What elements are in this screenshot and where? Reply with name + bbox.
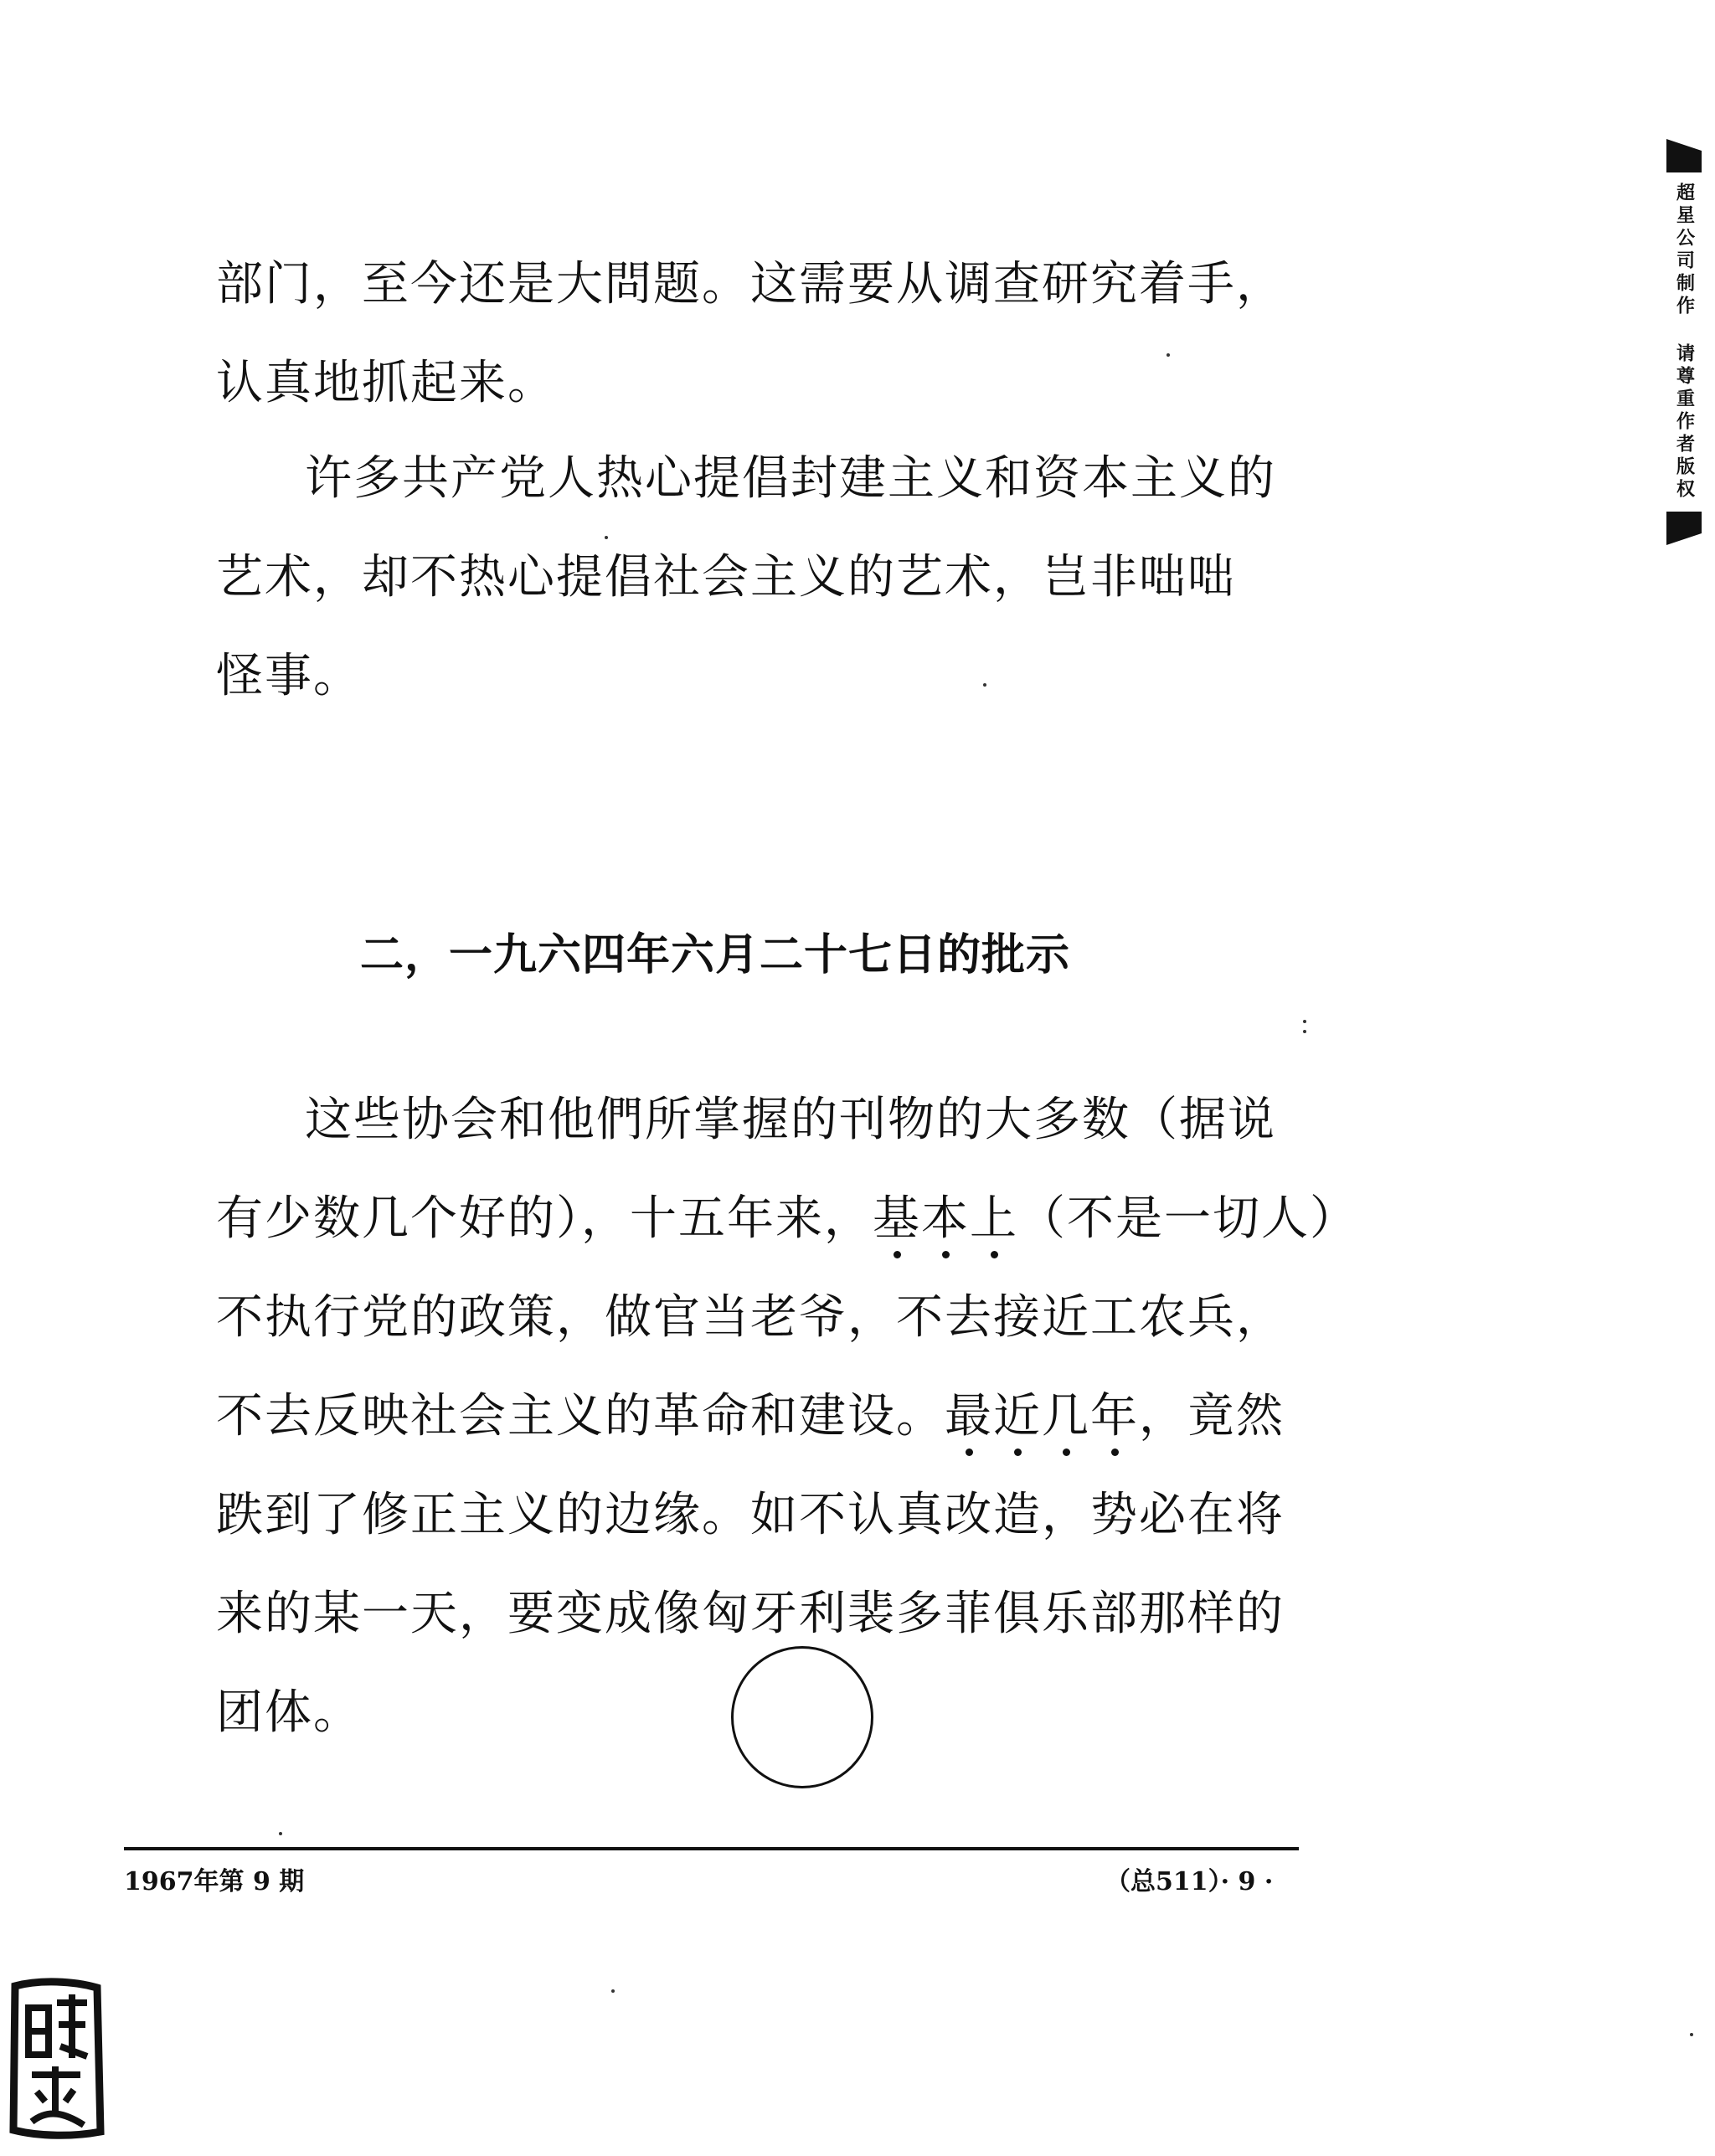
label-bar-bottom [1666,512,1702,545]
scan-speck [1690,2033,1693,2036]
circle-mark [731,1646,873,1788]
paragraph-line [216,1389,1285,1492]
scan-speck [605,536,608,539]
seal-stamp-icon [7,1974,106,2142]
paragraph-1 [216,257,1285,459]
text-segment: 有少数几个好的），十五年来， [216,1191,873,1246]
emphasis-dots [873,1251,1018,1258]
text-segment: 不去反映社会主义的革命和建设。 [216,1389,945,1443]
paragraph-line: 怪事。 [216,649,362,703]
emphasis-dots [945,1448,1139,1456]
scan-speck [1303,1020,1306,1023]
issue-label: 1967年第 9 期 [124,1867,305,1896]
paragraph-line: 这些协会和他們所掌握的刊物的大多数（据说 [305,1093,1276,1147]
scan-speck [279,1832,282,1835]
page-number: （总511）· 9 · [1105,1867,1274,1896]
paragraph-line: 认真地抓起来。 [216,356,556,410]
emphasized-text [945,1389,1139,1443]
paragraph-line: 部门，至今还是大問题。这需要从调查研究着手， [216,257,1285,311]
label-bar-top [1666,139,1702,172]
paragraph-line: 不执行党的政策，做官当老爷，不去接近工农兵， [216,1290,1285,1345]
emphasized-text-content: 基本上 [873,1191,1018,1246]
text-segment: ，竟然 [1139,1389,1285,1443]
paragraph-line: 跌到了修正主义的边缘。如不认真改造，势必在将 [216,1488,1285,1542]
footer-rule [124,1847,1299,1850]
paragraph-3 [216,1093,1358,1788]
paragraph-line: 团体。 [216,1685,362,1740]
scan-speck [1303,1030,1306,1033]
emphasized-text-content: 最近几年 [945,1389,1139,1443]
scan-speck [983,683,986,687]
scan-speck [1167,353,1170,357]
copyright-side-label [1666,139,1702,545]
paragraph-2 [216,451,1276,752]
copyright-text: 超星公司制作 请尊重作者版权 [1673,183,1695,502]
paragraph-line: 艺术，却不热心提倡社会主义的艺术，岂非咄咄 [216,550,1236,605]
text-segment: （不是一切人） [1018,1191,1358,1246]
paragraph-line: 来的某一天，要变成像匈牙利裴多菲俱乐部那样的 [216,1587,1285,1641]
section-heading: 二，一九六四年六月二十七日的批示 [360,930,1071,980]
paragraph-line [216,1191,1358,1294]
emphasized-text [873,1191,1018,1246]
scan-speck [611,1989,615,1993]
paragraph-line: 许多共产党人热心提倡封建主义和资本主义的 [305,451,1276,506]
